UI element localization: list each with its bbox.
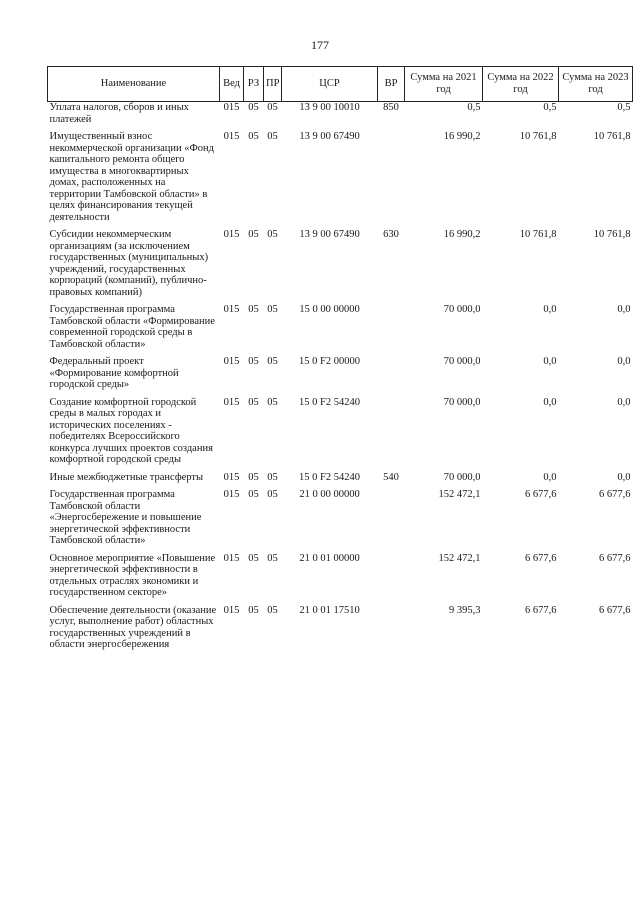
row-pr: 05 xyxy=(267,131,278,142)
table-row xyxy=(48,605,633,657)
row-sum-2021: 152 472,1 xyxy=(438,552,481,564)
row-sum-2022: 0,0 xyxy=(543,304,557,315)
row-ved: 015 xyxy=(223,102,240,113)
row-ved: 015 xyxy=(223,604,240,616)
row-sum-2023: 0,0 xyxy=(617,356,631,367)
row-vr: 630 xyxy=(383,229,399,240)
row-sum-2023: 6 677,6 xyxy=(599,552,631,564)
row-sum-2023: 6 677,6 xyxy=(599,604,631,616)
table-row xyxy=(48,397,633,472)
row-sum-2022: 10 761,8 xyxy=(519,229,557,240)
row-name: Создание комфортной городской среды в малых городах и исторических поселениях - победителях Всероссийского конкурса лучших проектов создания комфортной городской среды xyxy=(49,396,213,465)
row-vr xyxy=(378,397,405,472)
table-row xyxy=(48,553,633,605)
row-ved: 015 xyxy=(223,356,240,367)
row-name: Имущественный взнос некоммерческой организации «Фонд капитального ремонта общего имущества в многоквартирных домах, расположенных на территории Тамбовской области» в целях финансирования текущей деятельности xyxy=(49,131,215,223)
row-sum-2022: 0,0 xyxy=(543,471,557,483)
row-rz: 05 xyxy=(248,604,259,616)
table-row xyxy=(48,489,633,553)
row-name: Государственная программа Тамбовской области «Энергосбережение и повышение энергетической эффективности Тамбовской области» xyxy=(49,489,202,546)
row-csr: 21 0 00 00000 xyxy=(299,489,360,500)
row-ved: 015 xyxy=(223,396,240,408)
row-rz: 05 xyxy=(248,304,259,315)
row-vr xyxy=(378,489,405,553)
row-name: Государственная программа Тамбовской области «Формирование современной городской среды в Тамбовской области» xyxy=(49,304,215,350)
header-sum-2023: Сумма на 2023 год xyxy=(559,67,633,102)
page-number: 177 xyxy=(311,38,329,52)
row-rz: 05 xyxy=(248,102,259,113)
row-ved: 015 xyxy=(223,229,240,240)
row-csr: 13 9 00 10010 xyxy=(299,102,360,113)
table-row xyxy=(48,102,633,132)
table-row xyxy=(48,229,633,304)
row-name: Обеспечение деятельности (оказание услуг, выполнение работ) областных государственных учреждений в области энергосбережения xyxy=(49,604,217,650)
table-row xyxy=(48,304,633,356)
row-vr xyxy=(378,131,405,229)
row-pr: 05 xyxy=(267,229,278,240)
row-pr: 05 xyxy=(267,396,278,408)
row-vr xyxy=(378,304,405,356)
row-sum-2023: 10 761,8 xyxy=(593,229,631,240)
row-ved: 015 xyxy=(223,131,240,142)
row-csr: 21 0 01 00000 xyxy=(299,552,360,564)
row-sum-2021: 9 395,3 xyxy=(449,604,481,616)
row-sum-2021: 152 472,1 xyxy=(438,489,481,500)
row-pr: 05 xyxy=(267,304,278,315)
row-sum-2023: 0,0 xyxy=(617,396,631,408)
row-csr: 21 0 01 17510 xyxy=(299,604,360,616)
row-sum-2021: 70 000,0 xyxy=(443,471,481,483)
header-rz: РЗ xyxy=(244,67,264,102)
row-ved: 015 xyxy=(223,489,240,500)
row-csr: 15 0 00 00000 xyxy=(299,304,360,315)
row-sum-2023: 0,5 xyxy=(617,102,631,113)
row-pr: 05 xyxy=(267,604,278,616)
row-csr: 13 9 00 67490 xyxy=(299,131,360,142)
row-sum-2023: 0,0 xyxy=(617,471,631,483)
row-sum-2022: 10 761,8 xyxy=(519,131,557,142)
row-sum-2023: 10 761,8 xyxy=(593,131,631,142)
table-header-row xyxy=(48,67,633,102)
row-rz: 05 xyxy=(248,131,259,142)
header-pr: ПР xyxy=(264,67,282,102)
row-sum-2022: 6 677,6 xyxy=(525,604,557,616)
header-vr: ВР xyxy=(378,67,405,102)
header-csr: ЦСР xyxy=(282,67,378,102)
row-sum-2022: 6 677,6 xyxy=(525,489,557,500)
row-vr xyxy=(378,605,405,657)
row-vr xyxy=(378,356,405,397)
row-rz: 05 xyxy=(248,396,259,408)
row-sum-2022: 0,5 xyxy=(543,102,557,113)
row-name: Федеральный проект «Формирование комфортной городской среды» xyxy=(49,356,179,390)
row-sum-2023: 0,0 xyxy=(617,304,631,315)
row-pr: 05 xyxy=(267,471,278,483)
row-sum-2021: 0,5 xyxy=(467,102,481,113)
row-csr: 13 9 00 67490 xyxy=(299,229,360,240)
row-csr: 15 0 F2 00000 xyxy=(299,356,360,367)
row-rz: 05 xyxy=(248,229,259,240)
row-csr: 15 0 F2 54240 xyxy=(299,396,360,408)
row-pr: 05 xyxy=(267,489,278,500)
row-pr: 05 xyxy=(267,356,278,367)
header-ved: Вед xyxy=(220,67,244,102)
row-sum-2022: 0,0 xyxy=(543,396,557,408)
table-row xyxy=(48,472,633,490)
row-ved: 015 xyxy=(223,471,240,483)
row-pr: 05 xyxy=(267,552,278,564)
row-ved: 015 xyxy=(223,552,240,564)
row-name: Уплата налогов, сборов и иных платежей xyxy=(49,102,189,125)
row-name: Субсидии некоммерческим организациям (за исключением государственных (муниципальных) учреждений, государственных корпораций (компаний), публично-правовых компаний) xyxy=(49,229,209,298)
table-body xyxy=(48,102,633,657)
row-sum-2021: 70 000,0 xyxy=(443,396,481,408)
row-ved: 015 xyxy=(223,304,240,315)
row-sum-2021: 16 990,2 xyxy=(443,131,481,142)
budget-table xyxy=(47,66,633,657)
row-sum-2022: 6 677,6 xyxy=(525,552,557,564)
row-rz: 05 xyxy=(248,489,259,500)
row-sum-2022: 0,0 xyxy=(543,356,557,367)
header-name: Наименование xyxy=(48,67,220,102)
row-name: Основное мероприятие «Повышение энергетической эффективности в отдельных отраслях экономики и государственном секторе» xyxy=(49,552,216,598)
row-name: Иные межбюджетные трансферты xyxy=(49,471,204,483)
header-sum-2021: Сумма на 2021 год xyxy=(405,67,483,102)
row-rz: 05 xyxy=(248,356,259,367)
row-rz: 05 xyxy=(248,552,259,564)
row-pr: 05 xyxy=(267,102,278,113)
row-sum-2021: 70 000,0 xyxy=(443,356,481,367)
row-vr: 850 xyxy=(383,102,399,113)
row-sum-2023: 6 677,6 xyxy=(599,489,631,500)
header-sum-2022: Сумма на 2022 год xyxy=(483,67,559,102)
row-csr: 15 0 F2 54240 xyxy=(299,471,360,483)
row-vr xyxy=(378,553,405,605)
table-row xyxy=(48,356,633,397)
row-rz: 05 xyxy=(248,471,259,483)
table-row xyxy=(48,131,633,229)
row-vr: 540 xyxy=(383,471,399,483)
row-sum-2021: 16 990,2 xyxy=(443,229,481,240)
row-sum-2021: 70 000,0 xyxy=(443,304,481,315)
